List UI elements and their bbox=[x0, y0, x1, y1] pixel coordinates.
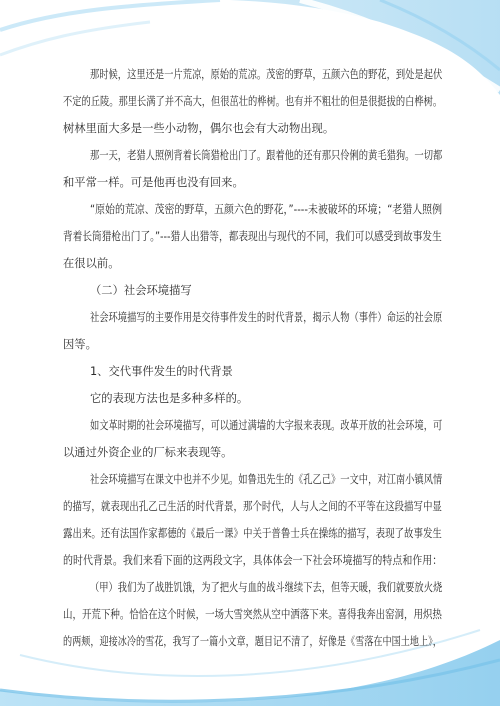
paragraph-line: 如文革时期的社会环境描写，可以通过满墙的大字报来表现。改革开放的社会环境，可 bbox=[90, 419, 443, 432]
paragraph-line: 社会环境描写在课文中也并不少见。如鲁迅先生的《孔乙己》一文中，对江南小镇风情 bbox=[90, 473, 443, 486]
paragraph-line: 树林里面大多是一些小动物，偶尔也会有大动物出现。 bbox=[63, 122, 335, 135]
paragraph-line: 的时代背景。我们来看下面的这两段文字，具体体会一下社会环境描写的特点和作用： bbox=[63, 554, 443, 567]
paragraph-line: （甲）我们为了战胜饥饿，为了把火与血的战斗继续下去，但等天暖，我们就要放火烧 bbox=[90, 581, 443, 594]
paragraph-line: 以通过外资企业的厂标来表现等。 bbox=[63, 446, 233, 459]
paragraph-line: 露出来。还有法国作家都德的《最后一课》中关于普鲁士兵在操练的描写，表现了故事发生 bbox=[63, 527, 442, 540]
paragraph-line: 和平常一样。可是他再也没有回来。 bbox=[63, 176, 244, 189]
paragraph-line: 因等。 bbox=[63, 338, 97, 351]
paragraph-line: 的两颊，迎接冰冷的雪花，我写了一篇小文章，题目记不清了，好像是《雪落在中国土地上》， bbox=[63, 635, 442, 648]
paragraph-line: 社会环境描写的主要作用是交待事件发生的时代背景，揭示人物（事件）命运的社会原 bbox=[90, 311, 443, 324]
paragraph-line: 它的表现方法也是多种多样的。 bbox=[90, 392, 249, 405]
paragraph-line: “原始的荒凉、茂密的野草，五颜六色的野花，”----未被破坏的环境；“老猎人照例 bbox=[90, 203, 443, 216]
paragraph-line: 背着长筒猎枪出门了。”---猎人出猎等，都表现出与现代的不同，我们可以感受到故事发生 bbox=[63, 230, 442, 243]
paragraph-line: 不定的丘陵。那里长满了并不高大，但很茁壮的桦树。也有并不粗壮的但是很挺拔的白桦树。 bbox=[63, 95, 443, 108]
paragraph-line: 山，开荒下种。恰恰在这个时候，一场大雪突然从空中洒落下来。喜得我奔出窑洞，用炽热 bbox=[63, 608, 442, 621]
section-heading: （二）社会环境描写 bbox=[90, 284, 192, 297]
subsection-heading: 1、交代事件发生的时代背景 bbox=[90, 365, 233, 378]
paragraph-line: 的描写，就表现出孔乙己生活的时代背景，那个时代，人与人之间的不平等在这段描写中显 bbox=[63, 500, 442, 513]
paragraph-line: 在很以前。 bbox=[63, 257, 120, 270]
paragraph-line: 那一天，老猎人照例背着长筒猎枪出门了。跟着他的还有那只伶俐的黄毛猎狗。一切都 bbox=[90, 149, 443, 162]
paragraph-line: 那时候，这里还是一片荒凉，原始的荒凉。茂密的野草，五颜六色的野花，到处是起伏 bbox=[90, 68, 443, 81]
